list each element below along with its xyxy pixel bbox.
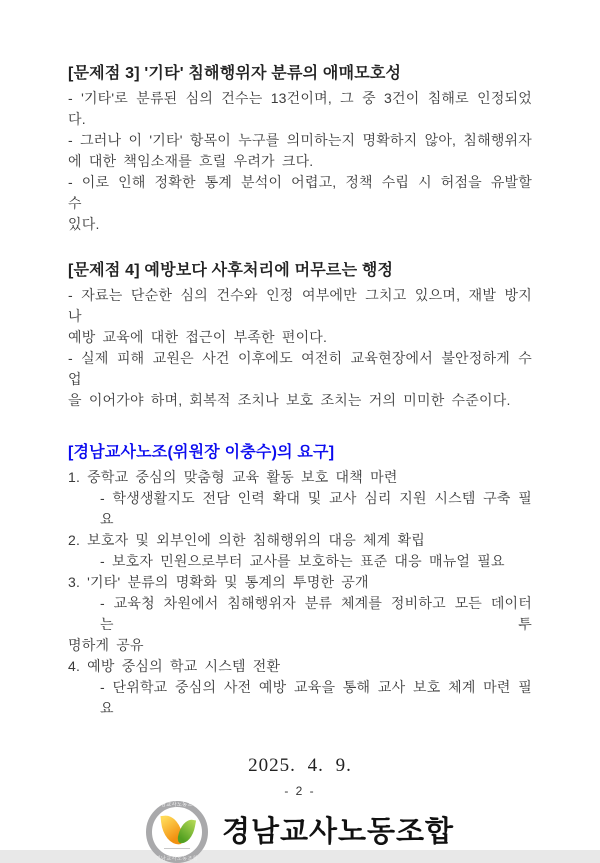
demands-heading: [경남교사노조(위원장 이충수)의 요구] [68,444,335,461]
body-line: - '기타'로 분류된 심의 건수는 13건이며, 그 중 3건이 침해로 인정되었다. [68,90,532,127]
section-demands [68,443,532,719]
demand-subitem: - 학생생활지도 전담 인력 확대 및 교사 심리 지원 시스템 구축 필요 [100,490,532,527]
body-line: 있다. [68,216,100,232]
demand-item: 2. 보호자 및 외부인에 의한 침해행위의 대응 체계 확립 [68,532,425,548]
section-problem-3 [68,64,532,235]
demand-item: 3. '기타' 분류의 명확화 및 통계의 투명한 공개 [68,574,369,590]
section-problem-4 [68,261,532,411]
body-line: 예방 교육에 대한 접근이 부족한 편이다. [68,329,328,345]
demand-subitem: - 보호자 민원으로부터 교사를 보호하는 표준 대응 매뉴얼 필요 [100,553,505,569]
document-date: 2025. 4. 9. [248,755,352,776]
page-number: - 2 - [284,784,316,798]
body-line: - 실제 피해 교원은 사건 이후에도 여전히 교육현장에서 불안정하게 수업 [68,350,532,387]
body-line: 을 이어가야 하며, 회복적 조치나 보호 조치는 거의 미미한 수준이다. [68,392,511,408]
body-line: - 그러나 이 '기타' 항목이 누구를 의미하는지 명확하지 않아, 침해행위자 [68,132,532,148]
demand-item: 1. 중학교 중심의 맞춤형 교육 활동 보호 대책 마련 [68,469,398,485]
body-line: 에 대한 책임소재를 흐릴 우려가 크다. [68,153,314,169]
logo-base-line [164,848,190,849]
body-line: - 자료는 단순한 심의 건수와 인정 여부에만 그치고 있으며, 재발 방지나 [68,287,532,324]
demand-subitem: - 단위학교 중심의 사전 예방 교육을 통해 교사 보호 체계 마련 필요 [100,679,532,716]
problem-3-heading: [문제점 3] '기타' 침해행위자 분류의 애매모호성 [68,65,402,82]
problem-4-heading: [문제점 4] 예방보다 사후처리에 머무르는 행정 [68,262,394,279]
demand-item: 4. 예방 중심의 학교 시스템 전환 [68,658,281,674]
demand-subitem-continuation: 명하게 공유 [68,637,144,653]
organization-name: 경남교사노동조합 [221,816,455,848]
organization-signature [68,801,532,863]
logo-ring-text: 경남교사노동조합 [155,802,199,808]
demand-subitem: - 교육청 차원에서 침해행위자 분류 체계를 정비하고 모든 데이터는 투 [100,595,532,632]
logo-ring-text: 경남교사노동조합 [155,856,199,862]
body-line: - 이로 인해 정확한 통계 분석이 어렵고, 정책 수립 시 허점을 유발할 수 [68,174,532,211]
union-logo-icon [146,801,208,863]
green-leaf-icon [177,818,196,845]
